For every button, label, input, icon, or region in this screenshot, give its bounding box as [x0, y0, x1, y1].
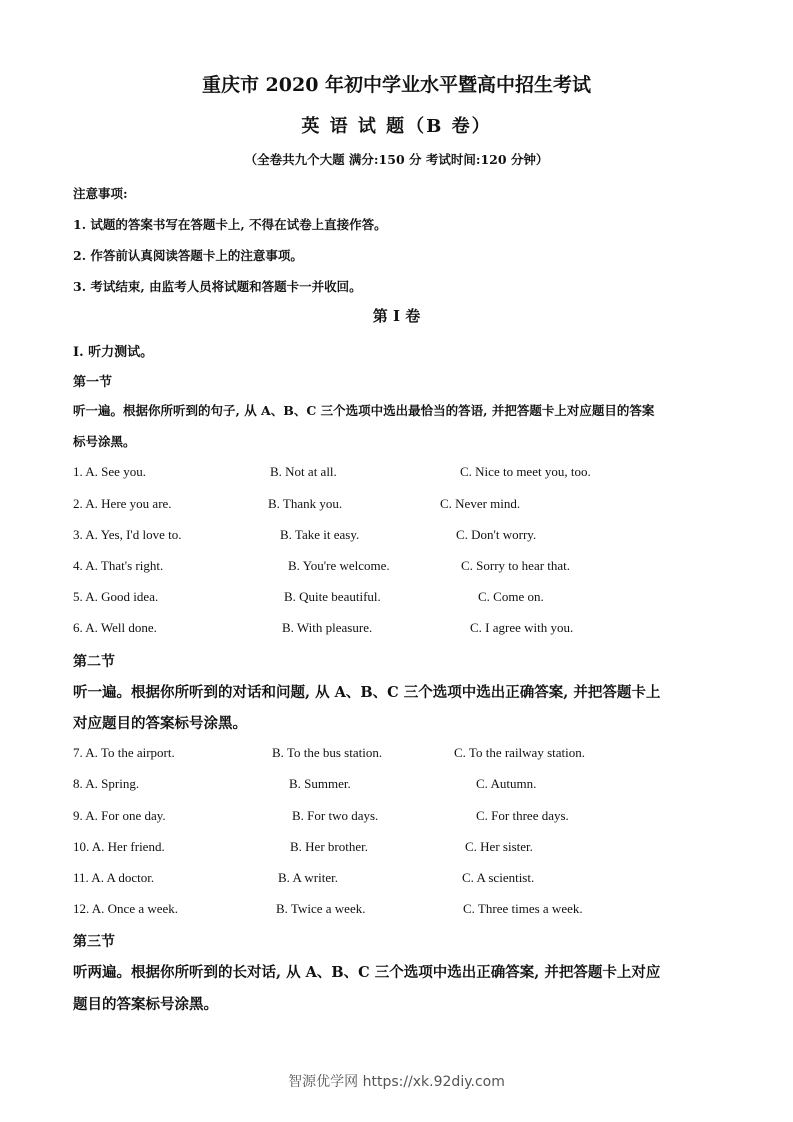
option-c: C. Autumn. — [476, 776, 537, 791]
option-c: C. Her sister. — [465, 839, 533, 854]
section1-instruction-line2: 标号涂黑。 — [73, 434, 136, 449]
option-b: B. Summer. — [289, 776, 351, 791]
exam-title: 重庆市 2020 年初中学业水平暨高中招生考试 — [201, 74, 592, 96]
option-c: C. For three days. — [476, 808, 569, 823]
note-item: 3. 考试结束, 由监考人员将试题和答题卡一并收回。 — [73, 279, 362, 294]
option-b: B. With pleasure. — [282, 620, 373, 635]
option-b: B. You're welcome. — [288, 558, 390, 573]
option-a: 6. A. Well done. — [73, 620, 157, 635]
option-a: 11. A. A doctor. — [73, 870, 155, 885]
option-b: B. A writer. — [278, 870, 338, 885]
option-b: B. For two days. — [292, 808, 379, 823]
option-c: C. Sorry to hear that. — [461, 558, 571, 573]
option-a: 3. A. Yes, I'd love to. — [73, 527, 182, 542]
part-heading: I. 听力测试。 — [73, 345, 154, 360]
option-a: 4. A. That's right. — [73, 558, 164, 573]
section2-instruction-line1: 听一遍。根据你所听到的对话和问题, 从 A、B、C 三个选项中选出正确答案, 并把答题卡上 — [73, 684, 661, 701]
option-b: B. Quite beautiful. — [284, 589, 381, 604]
section2-title: 第二节 — [73, 654, 115, 670]
option-b: B. Not at all. — [270, 464, 337, 479]
option-c: C. Nice to meet you, too. — [460, 464, 591, 479]
option-a: 8. A. Spring. — [73, 776, 140, 791]
section3-instruction-line2: 题目的答案标号涂黑。 — [73, 996, 218, 1013]
notes-heading: 注意事项: — [73, 186, 128, 201]
option-a: 7. A. To the airport. — [73, 745, 175, 760]
section1-title: 第一节 — [73, 375, 113, 390]
option-a: 2. A. Here you are. — [73, 496, 172, 511]
option-c: C. A scientist. — [462, 870, 535, 885]
option-b: B. Take it easy. — [280, 527, 360, 542]
option-b: B. Twice a week. — [276, 901, 366, 916]
option-c: C. To the railway station. — [454, 745, 585, 760]
option-a: 12. A. Once a week. — [73, 901, 179, 916]
section3-instruction-line1: 听两遍。根据你所听到的长对话, 从 A、B、C 三个选项中选出正确答案, 并把答题卡上对应 — [73, 964, 661, 981]
section2-instruction-line2: 对应题目的答案标号涂黑。 — [73, 715, 247, 732]
option-a: 9. A. For one day. — [73, 808, 166, 823]
option-a: 1. A. See you. — [73, 464, 146, 479]
option-c: C. Never mind. — [440, 496, 521, 511]
option-c: C. Don't worry. — [456, 527, 537, 542]
footer-watermark: 智源优学网 https://xk.92diy.com — [288, 1074, 505, 1090]
exam-info: （全卷共九个大题 满分:150 分 考试时间:120 分钟） — [244, 152, 549, 167]
option-c: C. Three times a week. — [463, 901, 583, 916]
option-b: B. Her brother. — [290, 839, 368, 854]
section3-title: 第三节 — [73, 934, 115, 950]
volume-heading: 第 I 卷 — [372, 307, 421, 325]
option-a: 5. A. Good idea. — [73, 589, 159, 604]
exam-subtitle: 英 语 试 题（B 卷） — [301, 116, 492, 137]
note-item: 1. 试题的答案书写在答题卡上, 不得在试卷上直接作答。 — [73, 217, 387, 232]
option-c: C. Come on. — [478, 589, 544, 604]
option-a: 10. A. Her friend. — [73, 839, 165, 854]
section1-instruction-line1: 听一遍。根据你所听到的句子, 从 A、B、C 三个选项中选出最恰当的答语, 并把答题卡上对应题目的答案 — [73, 403, 655, 418]
option-b: B. Thank you. — [268, 496, 343, 511]
note-item: 2. 作答前认真阅读答题卡上的注意事项。 — [73, 248, 303, 263]
option-b: B. To the bus station. — [272, 745, 383, 760]
option-c: C. I agree with you. — [470, 620, 574, 635]
